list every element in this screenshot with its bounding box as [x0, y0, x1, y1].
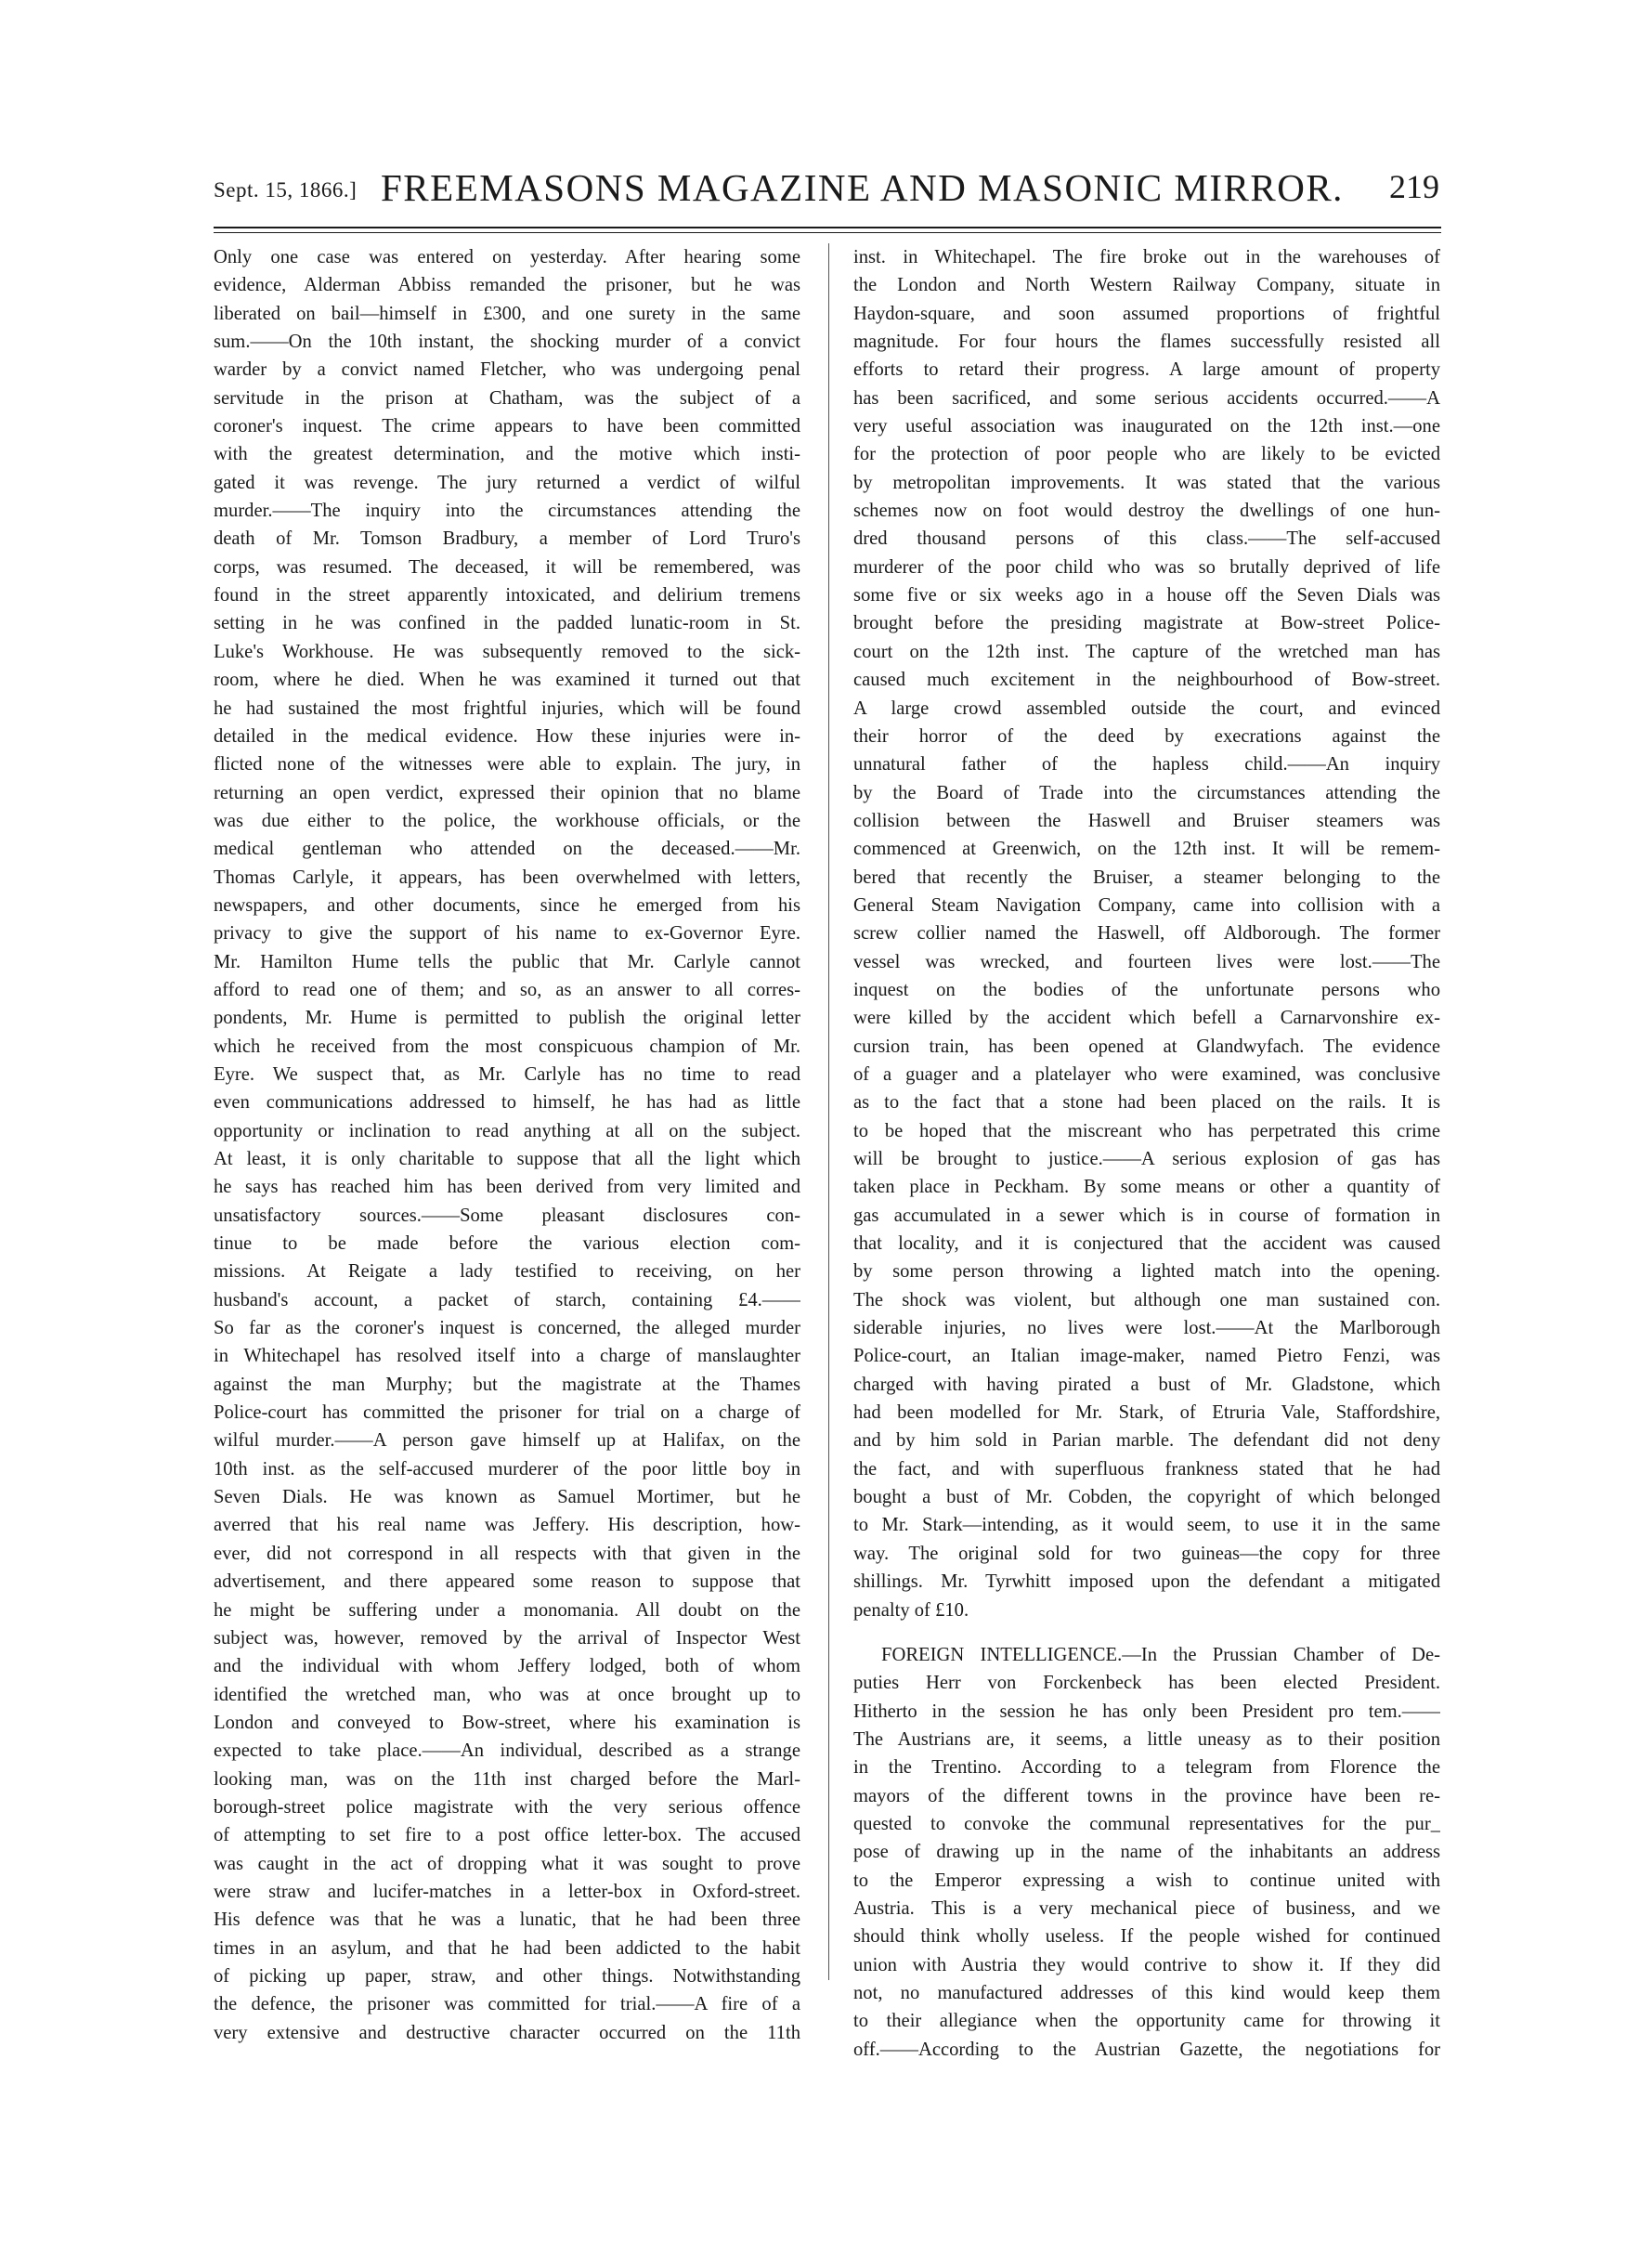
text-line: pose of drawing up in the name of the inhabitants an address	[853, 1842, 1440, 1863]
magazine-title: FREEMASONS MAGAZINE AND MASONIC MIRROR.	[381, 166, 1344, 209]
text-line: At least, it is only charitable to suppose that all the light which	[214, 1149, 800, 1169]
text-line: murder.——The inquiry into the circumstances attending the	[214, 501, 800, 522]
text-line: magnitude. For four hours the flames successfully resisted all	[853, 332, 1440, 353]
text-line: the defence, the prisoner was committed for trial.——A fire of a	[214, 1994, 800, 2015]
text-line: servitude in the prison at Chatham, was the subject of a	[214, 387, 800, 409]
text-line: should think wholly useless. If the people wished for continued	[853, 1926, 1440, 1948]
text-line: privacy to give the support of his name to ex-Governor Eyre.	[214, 923, 800, 945]
text-line: of a guager and a platelayer who were examined, was conclusive	[853, 1063, 1440, 1085]
text-line: even communications addressed to himself, he has had as little	[214, 1092, 800, 1114]
text-line: Austria. This is a very mechanical piece of business, and we	[853, 1897, 1440, 1919]
text-line: of attempting to set fire to a post office letter-box. The accused	[214, 1825, 800, 1846]
text-line: Only one case was entered on yesterday. After hearing some	[214, 247, 800, 267]
text-line: missions. At Reigate a lady testified to receiving, on her	[214, 1261, 800, 1283]
text-line: caused much excitement in the neighbourhood of Bow-street.	[853, 670, 1440, 691]
text-line: quested to convoke the communal representatives for the pur_	[853, 1813, 1440, 1834]
text-line: very extensive and destructive character occurred on the 11th	[214, 2022, 800, 2043]
text-line: vessel was wrecked, and fourteen lives were lost.——The	[853, 951, 1440, 972]
text-line: to the Emperor expressing a wish to continue united with	[853, 1870, 1440, 1891]
text-line: The shock was violent, but although one man sustained con.	[853, 1289, 1440, 1310]
text-line: in the Trentino. According to a telegram from Florence the	[853, 1757, 1440, 1779]
text-line: brought before the presiding magistrate at Bow-street Police-	[853, 613, 1440, 634]
text-line: warder by a convict named Fletcher, who was undergoing penal	[214, 359, 800, 381]
text-line: bered that recently the Bruiser, a steamer belonging to the	[853, 867, 1440, 888]
issue-date: Sept. 15, 1866.]	[214, 178, 358, 202]
text-line: looking man, was on the 11th inst charged before the Marl-	[214, 1768, 800, 1790]
text-line: commenced at Greenwich, on the 12th inst. It will be remem-	[853, 839, 1440, 860]
text-line: charged with having pirated a bust of Mr. Gladstone, which	[853, 1374, 1440, 1395]
text-line: evidence, Alderman Abbiss remanded the prisoner, but he was	[214, 275, 800, 296]
text-line: 10th inst. as the self-accused murderer of the poor little boy in	[214, 1458, 800, 1479]
text-line: advertisement, and there appeared some reason to suppose that	[214, 1571, 800, 1593]
text-line: His defence was that he was a lunatic, that he had been three	[214, 1910, 800, 1931]
text-line: off.——According to the Austrian Gazette, the negotiations for	[853, 2039, 1440, 2060]
right-column-paragraph-2	[853, 1641, 1440, 2064]
text-line: was caught in the act of dropping what it was sought to prove	[214, 1853, 800, 1874]
text-line: setting in he was confined in the padded lunatic-room in St.	[214, 613, 800, 634]
text-line: Police-court has committed the prisoner for trial on a charge of	[214, 1402, 800, 1424]
text-line: by some person throwing a lighted match into the opening.	[853, 1261, 1440, 1283]
right-column-paragraph-1	[853, 243, 1440, 1624]
text-line: their horror of the deed by execrations against the	[853, 725, 1440, 747]
text-line: and the individual with whom Jeffery lodged, both of whom	[214, 1656, 800, 1677]
text-line: gas accumulated in a sewer which is in course of formation in	[853, 1205, 1440, 1226]
text-line: Mr. Hamilton Hume tells the public that Mr. Carlyle cannot	[214, 951, 800, 972]
text-line: gated it was revenge. The jury returned a verdict of wilful	[214, 472, 800, 493]
text-line: pondents, Mr. Hume is permitted to publish the original letter	[214, 1008, 800, 1029]
right-column	[853, 243, 1440, 2064]
text-line: sum.——On the 10th instant, the shocking murder of a convict	[214, 332, 800, 353]
text-line: death of Mr. Tomson Bradbury, a member of Lord Truro's	[214, 528, 800, 550]
text-line: Luke's Workhouse. He was subsequently removed to the sick-	[214, 641, 800, 662]
text-line: returning an open verdict, expressed their opinion that no blame	[214, 782, 800, 803]
text-line: taken place in Peckham. By some means or other a quantity of	[853, 1177, 1440, 1198]
text-line: husband's account, a packet of starch, containing £4.——	[214, 1289, 800, 1310]
text-line: Thomas Carlyle, it appears, has been overwhelmed with letters,	[214, 867, 800, 888]
text-line: and by him sold in Parian marble. The defendant did not deny	[853, 1430, 1440, 1452]
text-line: puties Herr von Forckenbeck has been elected President.	[853, 1673, 1440, 1694]
page-number: 219	[1389, 168, 1439, 205]
text-line: not, no manufactured addresses of this kind would keep them	[853, 1982, 1440, 2003]
text-line: collision between the Haswell and Bruiser steamers was	[853, 810, 1440, 831]
text-line: inst. in Whitechapel. The fire broke out in the warehouses of	[853, 247, 1440, 267]
text-line: dred thousand persons of this class.——The self-accused	[853, 528, 1440, 550]
text-line: court on the 12th inst. The capture of the wretched man has	[853, 641, 1440, 662]
page-header	[214, 158, 1439, 214]
text-line: as to the fact that a stone had been placed on the rails. It is	[853, 1092, 1440, 1114]
text-line: to be hoped that the miscreant who has perpetrated this crime	[853, 1120, 1440, 1141]
text-line: murderer of the poor child who was so brutally deprived of life	[853, 556, 1440, 578]
text-line: corps, was resumed. The deceased, it will be remembered, was	[214, 556, 800, 578]
text-line: will be brought to justice.——A serious explosion of gas has	[853, 1149, 1440, 1169]
text-line: flicted none of the witnesses were able to explain. The jury, in	[214, 754, 800, 776]
text-line: screw collier named the Haswell, off Aldborough. The former	[853, 923, 1440, 945]
text-line: cursion train, has been opened at Glandwyfach. The evidence	[853, 1036, 1440, 1057]
text-line: unnatural father of the hapless child.——An inquiry	[853, 754, 1440, 776]
text-line: penalty of £10.	[853, 1599, 969, 1621]
text-line: found in the street apparently intoxicated, and delirium tremens	[214, 585, 800, 606]
text-line: coroner's inquest. The crime appears to have been committed	[214, 416, 800, 437]
text-line: he says has reached him has been derived from very limited and	[214, 1177, 800, 1198]
text-line: were straw and lucifer-matches in a letter-box in Oxford-street.	[214, 1881, 800, 1902]
text-line: afford to read one of them; and so, as an answer to all corres-	[214, 979, 800, 1000]
text-line: Hitherto in the session he has only been President pro tem.——	[853, 1701, 1440, 1722]
text-line: liberated on bail—himself in £300, and one surety in the same	[214, 303, 800, 324]
text-line: way. The original sold for two guineas—the copy for three	[853, 1543, 1440, 1564]
text-line: times in an asylum, and that he had been addicted to the habit	[214, 1937, 800, 1959]
text-line: averred that his real name was Jeffery. His description, how-	[214, 1515, 800, 1536]
text-line: the London and North Western Railway Company, situate in	[853, 275, 1440, 296]
text-line: mayors of the different towns in the province have been re-	[853, 1785, 1440, 1806]
header-rule-thick	[214, 227, 1441, 228]
text-line: subject was, however, removed by the arrival of Inspector West	[214, 1627, 800, 1649]
text-line: The Austrians are, it seems, a little uneasy as to their position	[853, 1728, 1440, 1750]
text-line: Police-court, an Italian image-maker, named Pietro Fenzi, was	[853, 1346, 1440, 1367]
text-line: tinue to be made before the various election com-	[214, 1233, 800, 1255]
text-line: siderable injuries, no lives were lost.——At the Marlborough	[853, 1318, 1440, 1339]
text-line: against the man Murphy; but the magistrate at the Thames	[214, 1374, 800, 1395]
text-line: General Steam Navigation Company, came into collision with a	[853, 894, 1440, 916]
text-line: inquest on the bodies of the unfortunate persons who	[853, 979, 1440, 1000]
text-line: in Whitechapel has resolved itself into a charge of manslaughter	[214, 1346, 800, 1367]
text-line: with the greatest determination, and the motive which insti-	[214, 444, 800, 465]
text-line: shillings. Mr. Tyrwhitt imposed upon the defendant a mitigated	[853, 1571, 1440, 1593]
text-line: to Mr. Stark—intending, as it would seem, to use it in the same	[853, 1515, 1440, 1536]
text-line: newspapers, and other documents, since he emerged from his	[214, 894, 800, 916]
text-line: A large crowd assembled outside the court, and evinced	[853, 697, 1440, 719]
text-line: to their allegiance when the opportunity came for throwing it	[853, 2011, 1440, 2032]
text-line: was due either to the police, the workhouse officials, or the	[214, 810, 800, 831]
text-line: expected to take place.——An individual, described as a strange	[214, 1740, 800, 1762]
left-column	[214, 243, 800, 2047]
text-line: by metropolitan improvements. It was stated that the various	[853, 472, 1440, 493]
text-line: he might be suffering under a monomania. All doubt on the	[214, 1599, 800, 1621]
text-line: detailed in the medical evidence. How these injuries were in-	[214, 725, 800, 747]
text-line: some five or six weeks ago in a house off the Seven Dials was	[853, 585, 1440, 606]
text-line: Seven Dials. He was known as Samuel Mortimer, but he	[214, 1487, 800, 1508]
text-line: identified the wretched man, who was at once brought up to	[214, 1684, 800, 1705]
text-line: very useful association was inaugurated on the 12th inst.—one	[853, 416, 1440, 437]
text-line: he had sustained the most frightful injuries, which will be found	[214, 697, 800, 719]
header-rule-thin	[214, 232, 1441, 233]
text-line: ever, did not correspond in all respects with that given in the	[214, 1543, 800, 1564]
text-line: that locality, and it is conjectured that the accident was caused	[853, 1233, 1440, 1255]
text-line: medical gentleman who attended on the deceased.——Mr.	[214, 839, 800, 860]
text-line: by the Board of Trade into the circumstances attending the	[853, 782, 1440, 803]
text-line: for the protection of poor people who are likely to be evicted	[853, 444, 1440, 465]
text-line: schemes now on foot would destroy the dwellings of one hun-	[853, 501, 1440, 522]
text-line: borough-street police magistrate with the very serious offence	[214, 1796, 800, 1818]
text-line: has been sacrificed, and some serious accidents occurred.——A	[853, 387, 1440, 409]
text-line: Haydon-square, and soon assumed proportions of frightful	[853, 303, 1440, 324]
text-line: the fact, and with superfluous frankness stated that he had	[853, 1458, 1440, 1479]
text-line: of picking up paper, straw, and other things. Notwithstanding	[214, 1965, 800, 1987]
text-line: unsatisfactory sources.——Some pleasant disclosures con-	[214, 1205, 800, 1226]
text-line: union with Austria they would contrive to show it. If they did	[853, 1954, 1440, 1975]
column-divider	[828, 243, 829, 1980]
text-line: efforts to retard their progress. A large amount of property	[853, 359, 1440, 381]
text-line: Eyre. We suspect that, as Mr. Carlyle has no time to read	[214, 1063, 800, 1085]
text-line: room, where he died. When he was examined it turned out that	[214, 670, 800, 691]
text-line: London and conveyed to Bow-street, where his examination is	[214, 1712, 800, 1733]
text-line: FOREIGN INTELLIGENCE.—In the Prussian Chamber of De-	[881, 1644, 1440, 1665]
text-line: wilful murder.——A person gave himself up at Halifax, on the	[214, 1430, 800, 1452]
text-line: which he received from the most conspicuous champion of Mr.	[214, 1036, 800, 1057]
text-line: opportunity or inclination to read anything at all on the subject.	[214, 1120, 800, 1141]
text-line: bought a bust of Mr. Cobden, the copyright of which belonged	[853, 1487, 1440, 1508]
text-line: So far as the coroner's inquest is concerned, the alleged murder	[214, 1318, 800, 1339]
text-line: had been modelled for Mr. Stark, of Etruria Vale, Staffordshire,	[853, 1402, 1440, 1424]
text-line: were killed by the accident which befell a Carnarvonshire ex-	[853, 1008, 1440, 1029]
